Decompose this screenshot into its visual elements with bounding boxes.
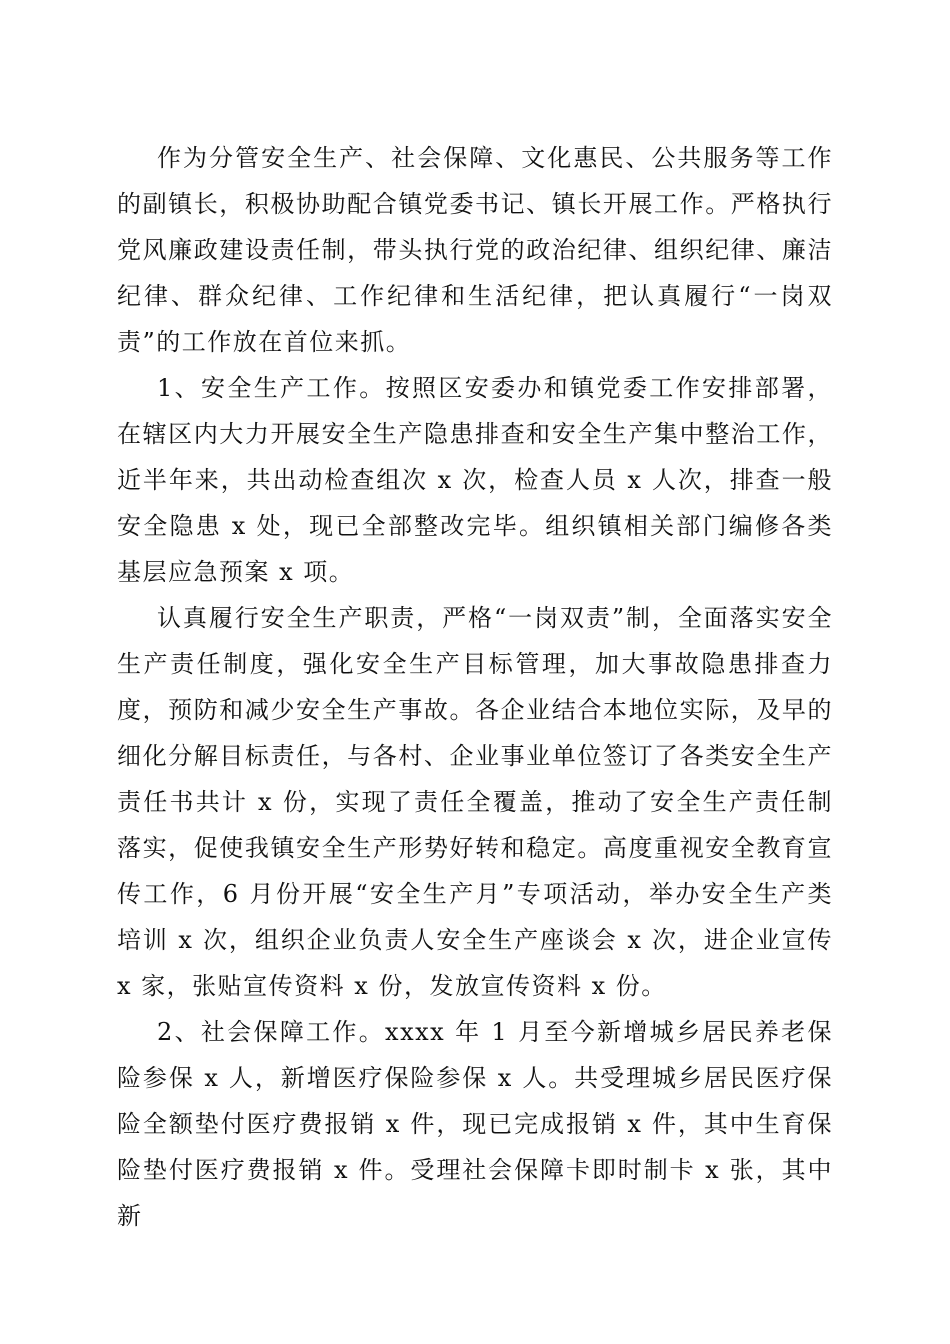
paragraph-safety-responsibility: 认真履行安全生产职责，严格“一岗双责”制，全面落实安全生产责任制度，强化安全生产目标管理，加大事故隐患排查力度，预防和减少安全生产事故。各企业结合本地位实际，及早的细化分解目标责任，与各村、企业事业单位签订了各类安全生产责任书共计 x 份，实现了责任全覆盖，推动了安全生产责任制落实，促使我镇安全生产形势好转和稳定。高度重视安全教育宣传工作，6 月份开展“安全生产月”专项活动，举办安全生产类培训 x 次，组织企业负责人安全生产座谈会 x 次，进企业宣传 x 家，张贴宣传资料 x 份，发放宣传资料 x 份。 <box>117 604 833 1000</box>
paragraph-social-security: 2、社会保障工作。xxxx 年 1 月至今新增城乡居民养老保险参保 x 人，新增医疗保险参保 x 人。共受理城乡居民医疗保险全额垫付医疗费报销 x 件，现已完成报销 x 件，其中生育保险垫付医疗费报销 x 件。受理社会保障卡即时制卡 x 张，其中新 <box>117 1018 833 1230</box>
paragraph-safety-production: 1、安全生产工作。按照区安委办和镇党委工作安排部署，在辖区内大力开展安全生产隐患排查和安全生产集中整治工作，近半年来，共出动检查组次 x 次，检查人员 x 人次，排查一般安全隐患 x 处，现已全部整改完毕。组织镇相关部门编修各类基层应急预案 x 项。 <box>117 374 833 586</box>
document-body <box>117 135 833 1239</box>
paragraph-intro: 作为分管安全生产、社会保障、文化惠民、公共服务等工作的副镇长，积极协助配合镇党委书记、镇长开展工作。严格执行党风廉政建设责任制，带头执行党的政治纪律、组织纪律、廉洁纪律、群众纪律、工作纪律和生活纪律，把认真履行“一岗双责”的工作放在首位来抓。 <box>117 144 833 356</box>
